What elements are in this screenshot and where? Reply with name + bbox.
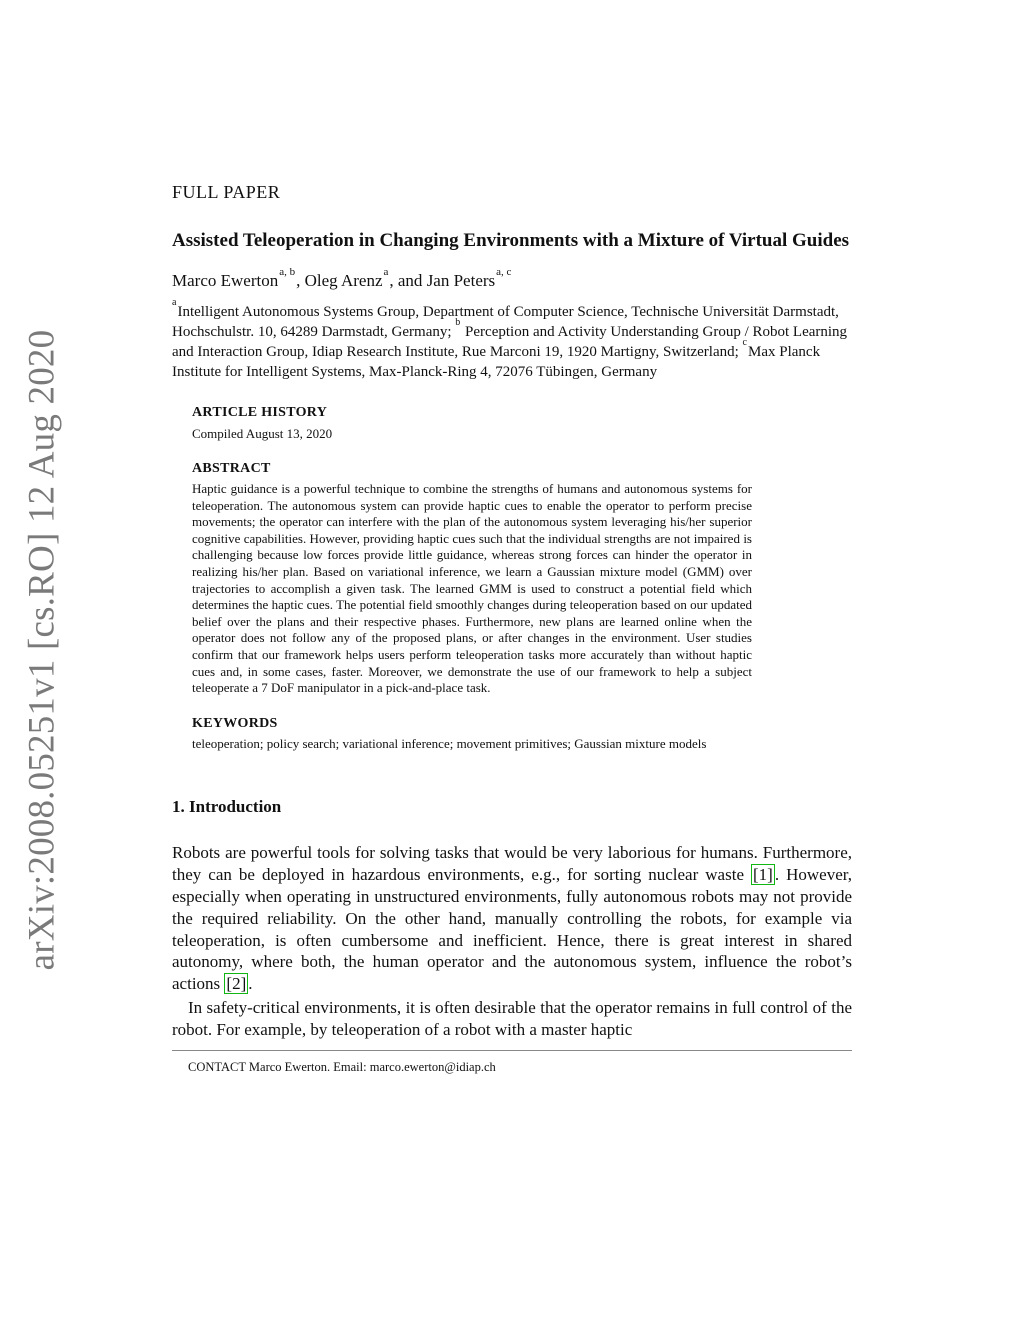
paragraph-text: . However, especially when operating in unstructured environments, fully autonomous robots may not provide the required reliability. On the other hand, manually controlling the robots, for example via teleoperation, is often cumbersome and inefficient. Hence, there is great interest in shared autonomy, where both, the human operator and the autonomous system, influence the robot’s actions	[172, 865, 852, 994]
paper-page	[172, 180, 852, 1075]
introduction-heading: 1. Introduction	[172, 797, 282, 817]
author-name: Jan Peters	[426, 271, 496, 290]
paragraph-text: Robots are powerful tools for solving tasks that would be very laborious for humans. Furthermore, they can be deployed in hazardous environments, e.g., for sorting nuclear waste	[172, 843, 852, 885]
affiliation-text: Max Planck Institute for Intelligent Systems, Max-Planck-Ring 4, 72076 Tübingen, Germany	[172, 344, 821, 380]
citation-link[interactable]: [2]	[226, 974, 247, 994]
author-name: Marco Ewerton	[172, 271, 279, 290]
abstract-heading: ABSTRACT	[192, 461, 271, 476]
paragraph	[172, 842, 852, 995]
paper-type-label: FULL PAPER	[172, 182, 281, 202]
paper-title: Assisted Teleoperation in Changing Environments with a Mixture of Virtual Guides	[172, 230, 850, 251]
keywords-text: teleoperation; policy search; variational inference; movement primitives; Gaussian mixture models	[192, 735, 707, 751]
introduction-body	[172, 842, 852, 1040]
affiliation-marker: c	[742, 337, 747, 348]
affiliations	[172, 297, 852, 382]
citation-link[interactable]: [1]	[753, 865, 773, 885]
footnote-divider	[172, 1050, 852, 1051]
compiled-date: Compiled August 13, 2020	[192, 426, 333, 441]
affiliation-marker: a	[172, 297, 177, 308]
affiliation-marker: b	[455, 317, 461, 328]
front-matter-box	[192, 404, 752, 752]
affiliation-text: Intelligent Autonomous Systems Group, Department of Computer Science, Technische Universität Darmstadt, Hochschulstr. 10, 64289 Darmstadt, Germany;	[172, 304, 839, 340]
contact-footnote: CONTACT Marco Ewerton. Email: marco.ewerton@idiap.ch	[188, 1060, 496, 1075]
author-affiliation-marker: a	[383, 266, 389, 279]
author-name: Oleg Arenz	[304, 271, 383, 290]
abstract-text: Haptic guidance is a powerful technique to combine the strengths of humans and autonomous systems for teleoperation. The autonomous system can provide haptic cues to enable the operator to perform precise movements; the operator can interfere with the plan of the autonomous system leveraging his/her superior cognitive capabilities. However, providing haptic cues such that the individual strengths are not impaired is challenging because low forces provide little guidance, whereas strong forces can hinder the operator in realizing his/her plan. Based on variational inference, we learn a Gaussian mixture model (GMM) over trajectories to accomplish a given task. The learned GMM is used to construct a potential field which determines the haptic cues. The potential field smoothly changes during teleoperation based on our updated belief over the plans and their respective phases. Furthermore, new plans are learned online when the operator does not follow any of the proposed plans, or after changes in the environment. User studies confirm that our framework helps users perform teleoperation tasks more accurately than without haptic cues and, in some cases, faster. Moreover, we demonstrate the use of our framework to help a subject teleoperate a 7 DoF manipulator in a pick-and-place task.	[192, 481, 752, 696]
paragraph-text: .	[248, 974, 253, 994]
keywords-heading: KEYWORDS	[192, 715, 278, 731]
author-list	[172, 266, 852, 292]
author-separator: , and	[389, 271, 427, 290]
author-affiliation-marker: a, c	[496, 266, 512, 279]
author-separator: ,	[296, 271, 305, 290]
article-history-heading: ARTICLE HISTORY	[192, 405, 328, 420]
affiliation-text: Perception and Activity Understanding Group / Robot Learning and Interaction Group, Idiap Research Institute, Rue Marconi 19, 1920 Martigny, Switzerland;	[172, 324, 848, 360]
arxiv-identifier: arXiv:2008.05251v1 [cs.RO] 12 Aug 2020	[21, 329, 63, 971]
author-affiliation-marker: a, b	[279, 266, 296, 279]
paragraph: In safety-critical environments, it is often desirable that the operator remains in full control of the robot. For example, by teleoperation of a robot with a master haptic	[172, 997, 852, 1039]
